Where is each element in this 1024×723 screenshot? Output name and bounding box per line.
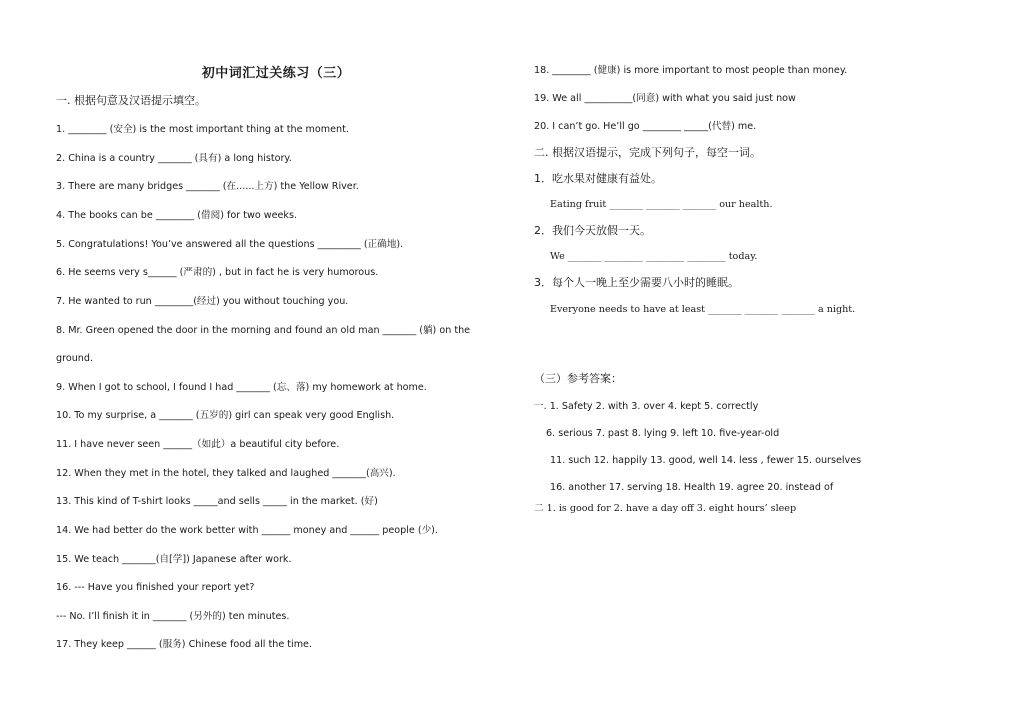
section2-heading: 二. 根据汉语提示，完成下列句子，每空一词。 [534, 146, 761, 159]
question-8: 8. Mr. Green opened the door in the morning and found an old man _______ (躺) on the [56, 325, 471, 336]
question-4: 4. The books can be ________ (借阅) for two weeks. [56, 210, 298, 221]
section2-q1: 1．吃水果对健康有益处。 [534, 172, 662, 185]
question-17: 17. They keep ______ (服务) Chinese food all the time. [56, 639, 313, 650]
question-9: 9. When I got to school, I found I had _______ (忘、落) my homework at home. [56, 382, 427, 393]
question-20: 20. I can’t go. He’ll go ________ _____(代替) me. [534, 121, 757, 132]
question-1: 1. ________ (安全) is the most important thing at the moment. [56, 124, 349, 135]
question-6: 6. He seems very s______ (严肃的) , but in fact he is very humorous. [56, 267, 379, 278]
question-8-cont: ground. [56, 353, 93, 364]
question-15: 15. We teach _______(自[学]) Japanese after work. [56, 554, 292, 565]
section2-q1-answer: Eating fruit _______ _______ _______ our health. [550, 199, 773, 210]
question-18: 18. ________ (健康) is more important to most people than money. [534, 65, 848, 76]
question-3: 3. There are many bridges _______ (在......上方) the Yellow River. [56, 181, 359, 192]
answers-row-2: 6. serious 7. past 8. lying 9. left 10. five-year-old [546, 428, 780, 439]
page-title: 初中词汇过关练习（三） [201, 66, 351, 81]
question-10: 10. To my surprise, a _______ (五岁的) girl can speak very good English. [56, 410, 395, 421]
section2-q3-answer: Everyone needs to have at least _______ _______ _______ a night． [550, 304, 862, 315]
answers-row-4: 16. another 17. serving 18. Health 19. agree 20. instead of [550, 482, 834, 493]
question-5: 5. Congratulations! You’ve answered all the questions _________ (正确地). [56, 239, 404, 250]
section2-q3: 3．每个人一晚上至少需要八小时的睡眠。 [534, 276, 739, 289]
question-14: 14. We had better do the work better with ______ money and ______ people (少). [56, 525, 438, 536]
section2-q2: 2．我们今天放假一天。 [534, 224, 651, 237]
answers-heading: （三）参考答案： [534, 372, 622, 385]
question-16: 16. --- Have you finished your report yet? [56, 582, 255, 593]
answers-row-5: 二 1. is good for 2. have a day off 3. eight hours’ sleep [534, 503, 797, 514]
answers-row-1: 一. 1. Safety 2. with 3. over 4. kept 5. correctly [534, 401, 759, 412]
question-19: 19. We all __________(同意) with what you said just now [534, 93, 796, 104]
section2-q2-answer: We _______ ________ ________ ________ today. [550, 251, 758, 262]
question-11: 11. I have never seen ______（如此）a beautiful city before. [56, 439, 340, 450]
question-7: 7. He wanted to run ________(经过) you without touching you. [56, 296, 349, 307]
answers-row-3: 11. such 12. happily 13. good, well 14. less , fewer 15. ourselves [550, 455, 862, 466]
question-16-answer: --- No. I’ll finish it in _______ (另外的) ten minutes. [56, 611, 290, 622]
section1-heading: 一. 根据句意及汉语提示填空。 [56, 94, 206, 107]
question-2: 2. China is a country _______ (具有) a long history. [56, 153, 292, 164]
question-13: 13. This kind of T-shirt looks _____and sells _____ in the market. (好) [56, 496, 378, 507]
question-12: 12. When they met in the hotel, they talked and laughed _______(高兴). [56, 468, 396, 479]
